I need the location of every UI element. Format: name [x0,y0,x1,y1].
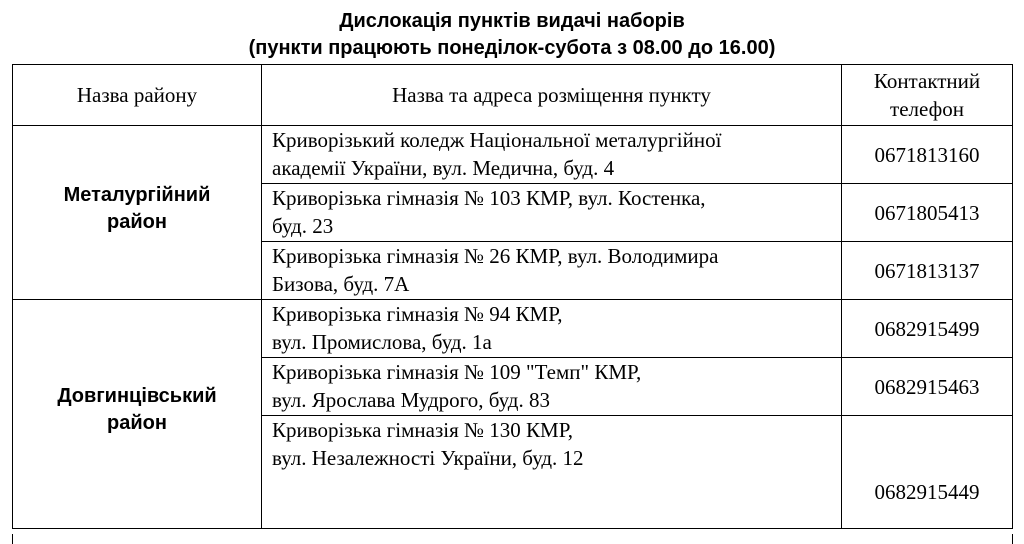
header-phone: Контактний телефон [842,65,1013,126]
heading-subtitle: (пункти працюють понеділок-субота з 08.00 до 16.00) [248,37,776,59]
header-address: Назва та адреса розміщення пункту [262,65,842,126]
heading-title: Дислокація пунктів видачі наборів [339,10,685,32]
table-row [13,300,1013,358]
distribution-points-table [12,64,1013,529]
phone-cell: 0682915499 [842,300,1013,358]
table-row [13,126,1013,184]
address-cell: Криворізька гімназія № 109 "Темп" КМР, вул. Ярослава Мудрого, буд. 83 [262,358,842,416]
district-metalurgiinyi: Металургійний район [13,126,262,300]
document-heading [0,8,1024,62]
district-dovhyntsivskyi: Довгинцівський район [13,300,262,529]
address-cell: Криворізька гімназія № 26 КМР, вул. Володимира Бизова, буд. 7А [262,242,842,300]
table-header-row [13,65,1013,126]
address-cell: Криворізька гімназія № 103 КМР, вул. Костенка, буд. 23 [262,184,842,242]
address-cell: Криворізька гімназія № 130 КМР, вул. Незалежності України, буд. 12 [262,416,842,529]
phone-cell: 0671813137 [842,242,1013,300]
address-cell: Криворізька гімназія № 94 КМР, вул. Промислова, буд. 1а [262,300,842,358]
header-district: Назва району [13,65,262,126]
phone-cell: 0671813160 [842,126,1013,184]
address-cell: Криворізький коледж Національної металургійної академії України, вул. Медична, буд. 4 [262,126,842,184]
phone-cell: 0671805413 [842,184,1013,242]
phone-cell: 0682915449 [842,416,1013,529]
phone-cell: 0682915463 [842,358,1013,416]
next-row-fragment [12,534,1013,544]
